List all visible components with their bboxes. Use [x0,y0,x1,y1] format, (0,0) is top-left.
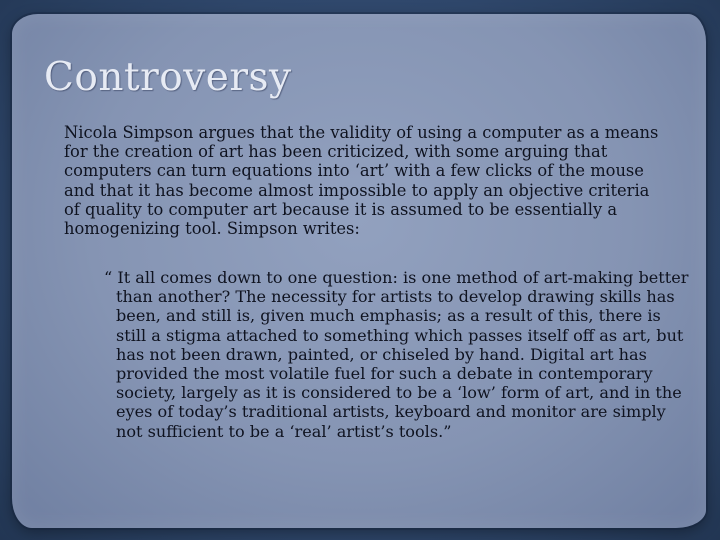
slide-title: Controversy [44,55,292,100]
intro-paragraph: Nicola Simpson argues that the validity of using a computer as a means for the creation of art has been criticized, with some arguing that computers can turn equations into ‘art’ with a few clicks of the mouse and that it has become almost impossible to apply an objective criteria of quality to computer art because it is assumed to be essentially a homogenizing tool. Simpson writes: [64,123,659,239]
quote-paragraph: “ It all comes down to one question: is one method of art-making better than another? The necessity for artists to develop drawing skills has been, and still is, given much emphasis; as a result of this, there is still a stigma attached to something which passes itself off as art, but has not been drawn, painted, or chiseled by hand. Digital art has provided the most volatile fuel for such a debate in contemporary society, largely as it is considered to be a ‘low’ form of art, and in the eyes of today’s traditional artists, keyboard and monitor are simply not sufficient to be a ‘real’ artist’s tools.” [104,268,689,441]
